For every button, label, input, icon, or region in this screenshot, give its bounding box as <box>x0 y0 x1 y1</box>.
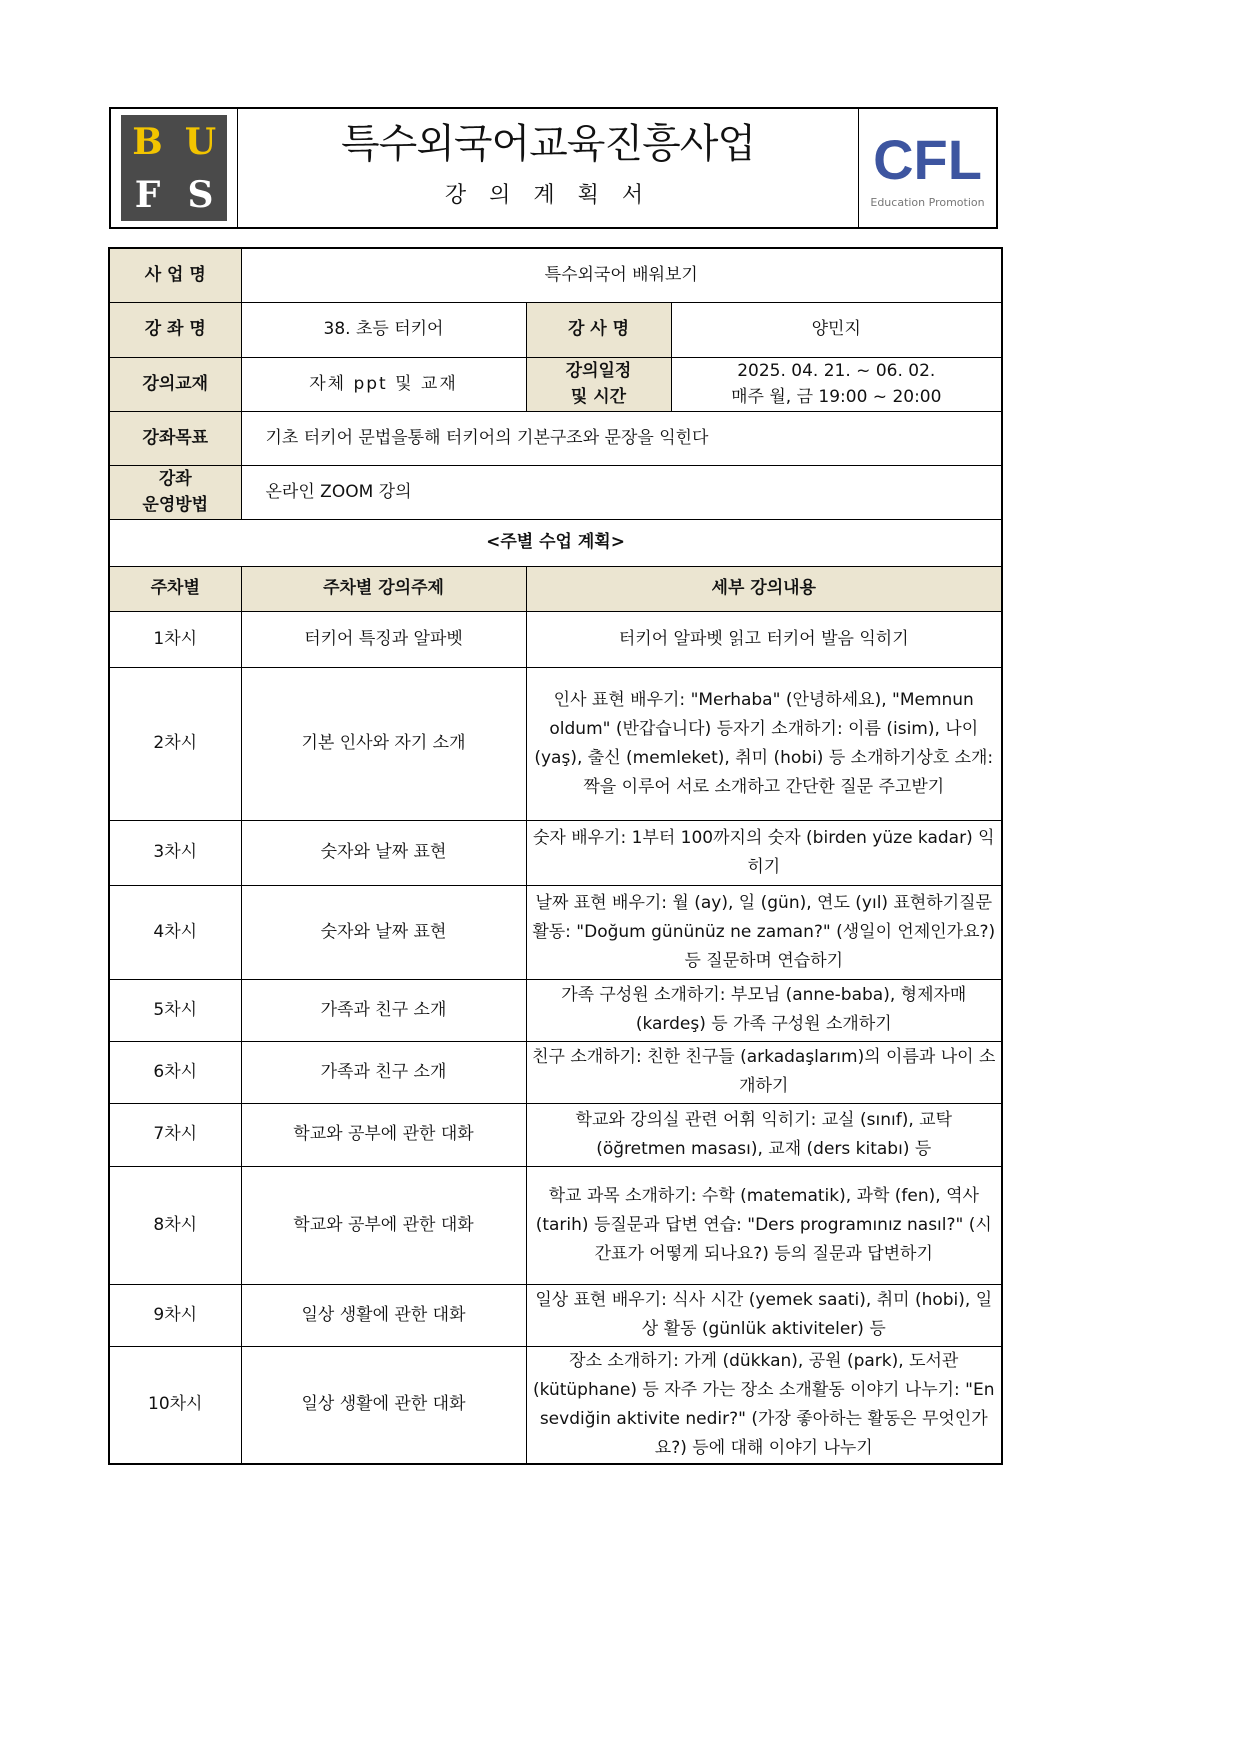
week-detail: 장소 소개하기: 가게 (dükkan), 공원 (park), 도서관 (kütüphane) 등 자주 가는 장소 소개활동 이야기 나누기: "En sevdiğin aktivite nedir?" (가장 좋아하는 활동은 무엇인가요?) 등에 대해 이야기 나누기 <box>526 1346 1002 1464</box>
document-title: 특수외국어교육진흥사업 <box>340 121 756 167</box>
goal-value: 기초 터키어 문법을통해 터키어의 기본구조와 문장을 익힌다 <box>241 411 1002 465</box>
course-label: 강 좌 명 <box>109 302 241 357</box>
week-detail: 터키어 알파벳 읽고 터키어 발음 익히기 <box>526 611 1002 667</box>
week-topic: 가족과 친구 소개 <box>241 979 526 1041</box>
week-row <box>109 1346 1002 1464</box>
week-number: 5차시 <box>109 979 241 1041</box>
project-label: 사 업 명 <box>109 248 241 302</box>
week-topic: 가족과 친구 소개 <box>241 1041 526 1103</box>
week-detail: 친구 소개하기: 친한 친구들 (arkadaşlarım)의 이름과 나이 소개하기 <box>526 1041 1002 1103</box>
week-row <box>109 611 1002 667</box>
week-number: 1차시 <box>109 611 241 667</box>
column-header-topic: 주차별 강의주제 <box>241 566 526 611</box>
cfl-logo: CFL Education Promotion <box>858 109 996 227</box>
week-number: 3차시 <box>109 820 241 885</box>
column-header-detail: 세부 강의내용 <box>526 566 1002 611</box>
week-topic: 학교와 공부에 관한 대화 <box>241 1103 526 1166</box>
document-subtitle: 강 의 계 획 서 <box>444 183 652 208</box>
week-number: 6차시 <box>109 1041 241 1103</box>
schedule-label: 강의일정 및 시간 <box>526 357 671 411</box>
week-topic: 일상 생활에 관한 대화 <box>241 1284 526 1346</box>
week-topic: 일상 생활에 관한 대화 <box>241 1346 526 1464</box>
instructor-label: 강 사 명 <box>526 302 671 357</box>
project-value: 특수외국어 배워보기 <box>241 248 1002 302</box>
bufs-logo: B U F S <box>111 109 238 227</box>
material-label: 강의교재 <box>109 357 241 411</box>
week-row <box>109 667 1002 820</box>
week-topic: 기본 인사와 자기 소개 <box>241 667 526 820</box>
course-value: 38. 초등 터키어 <box>241 302 526 357</box>
week-detail: 인사 표현 배우기: "Merhaba" (안녕하세요), "Memnun oldum" (반갑습니다) 등자기 소개하기: 이름 (isim), 나이 (yaş), 출신 (memleket), 취미 (hobi) 등 소개하기상호 소개: 짝을 이루어 서로 소개하고 간단한 질문 주고받기 <box>526 667 1002 820</box>
week-row <box>109 1041 1002 1103</box>
week-row <box>109 979 1002 1041</box>
material-value: 자체 ppt 및 교재 <box>241 357 526 411</box>
instructor-value: 양민지 <box>671 302 1002 357</box>
week-row <box>109 1166 1002 1284</box>
week-number: 9차시 <box>109 1284 241 1346</box>
week-topic: 터키어 특징과 알파벳 <box>241 611 526 667</box>
week-number: 2차시 <box>109 667 241 820</box>
document-header <box>109 107 998 229</box>
week-detail: 가족 구성원 소개하기: 부모님 (anne-baba), 형제자매 (kardeş) 등 가족 구성원 소개하기 <box>526 979 1002 1041</box>
week-detail: 학교 과목 소개하기: 수학 (matematik), 과학 (fen), 역사 (tarih) 등질문과 답변 연습: "Ders programınız nasıl?" (시간표가 어떻게 되나요?) 등의 질문과 답변하기 <box>526 1166 1002 1284</box>
week-row <box>109 820 1002 885</box>
week-topic: 학교와 공부에 관한 대화 <box>241 1166 526 1284</box>
week-row <box>109 885 1002 979</box>
week-topic: 숫자와 날짜 표현 <box>241 885 526 979</box>
week-row <box>109 1284 1002 1346</box>
goal-label: 강좌목표 <box>109 411 241 465</box>
week-number: 7차시 <box>109 1103 241 1166</box>
week-detail: 일상 표현 배우기: 식사 시간 (yemek saati), 취미 (hobi), 일상 활동 (günlük aktiviteler) 등 <box>526 1284 1002 1346</box>
week-number: 4차시 <box>109 885 241 979</box>
lecture-plan-table <box>108 247 1003 1465</box>
column-header-week: 주차별 <box>109 566 241 611</box>
week-detail: 날짜 표현 배우기: 월 (ay), 일 (gün), 연도 (yıl) 표현하기질문 활동: "Doğum gününüz ne zaman?" (생일이 언제인가요?) 등 질문하며 연습하기 <box>526 885 1002 979</box>
week-detail: 숫자 배우기: 1부터 100까지의 숫자 (birden yüze kadar) 익히기 <box>526 820 1002 885</box>
week-topic: 숫자와 날짜 표현 <box>241 820 526 885</box>
week-number: 8차시 <box>109 1166 241 1284</box>
week-detail: 학교와 강의실 관련 어휘 익히기: 교실 (sınıf), 교탁 (öğretmen masası), 교재 (ders kitabı) 등 <box>526 1103 1002 1166</box>
method-label: 강좌 운영방법 <box>109 465 241 519</box>
weekly-plan-heading: <주별 수업 계획> <box>109 519 1002 566</box>
week-number: 10차시 <box>109 1346 241 1464</box>
method-value: 온라인 ZOOM 강의 <box>241 465 1002 519</box>
week-row <box>109 1103 1002 1166</box>
schedule-value: 2025. 04. 21. ~ 06. 02. 매주 월, 금 19:00 ~ 20:00 <box>671 357 1002 411</box>
